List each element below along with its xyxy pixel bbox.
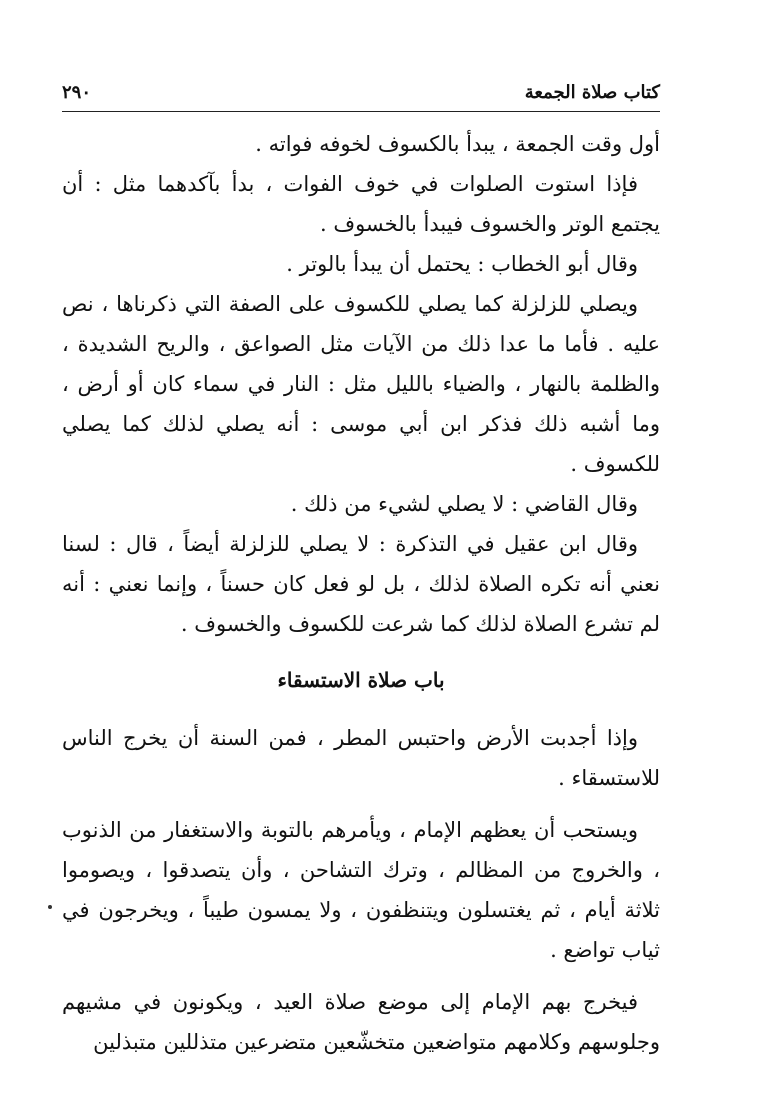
- document-page: [62, 80, 660, 1054]
- section-heading: باب صلاة الاستسقاء: [277, 668, 445, 692]
- page-number: ٢٩٠: [62, 82, 92, 103]
- paragraph: وقال أبو الخطاب : يحتمل أن يبدأ بالوتر .: [286, 252, 638, 276]
- scan-speck: [48, 905, 52, 909]
- paragraph: أول وقت الجمعة ، يبدأ بالكسوف لخوفه فواته .: [255, 132, 660, 156]
- paragraph: ويستحب أن يعظهم الإمام ، ويأمرهم بالتوبة والاستغفار من الذنوب ، والخروج من المظالم ، وترك التشاحن ، وأن يتصدقوا ، ويصوموا ثلاثة أيام ، ثم يغتسلون ويتنظفون ، ولا يمسون طيباً ، ويخرجون في ثياب تواضع .: [62, 818, 660, 962]
- paragraph: ويصلي للزلزلة كما يصلي للكسوف على الصفة التي ذكرناها ، نص عليه . فأما ما عدا ذلك من الآيات مثل الصواعق ، والريح الشديدة ، والظلمة بالنهار ، والضياء بالليل مثل : النار في سماء كان أو أرض ، وما أشبه ذلك فذكر ابن أبي موسى : أنه يصلي لذلك كما يصلي للكسوف .: [62, 292, 660, 476]
- page-body: [62, 124, 660, 1062]
- running-head: [62, 80, 660, 110]
- paragraph: فإذا استوت الصلوات في خوف الفوات ، بدأ بآكدهما مثل : أن يجتمع الوتر والخسوف فيبدأ بالخسوف .: [62, 172, 660, 236]
- paragraph: وقال القاضي : لا يصلي لشيء من ذلك .: [290, 492, 638, 516]
- header-rule: [62, 111, 660, 112]
- running-title: كتاب صلاة الجمعة: [524, 82, 660, 103]
- paragraph: وقال ابن عقيل في التذكرة : لا يصلي للزلزلة أيضاً ، قال : لسنا نعني أنه تكره الصلاة لذلك ، بل لو فعل كان حسناً ، وإنما نعني : أنه لم تشرع الصلاة لذلك كما شرعت للكسوف والخسوف .: [62, 532, 660, 636]
- paragraph: فيخرج بهم الإمام إلى موضع صلاة العيد ، ويكونون في مشيهم وجلوسهم وكلامهم متواضعين متخشّعين متضرعين متذللين متبذلين: [62, 990, 660, 1054]
- paragraph: وإذا أجدبت الأرض واحتبس المطر ، فمن السنة أن يخرج الناس للاستسقاء .: [62, 726, 660, 790]
